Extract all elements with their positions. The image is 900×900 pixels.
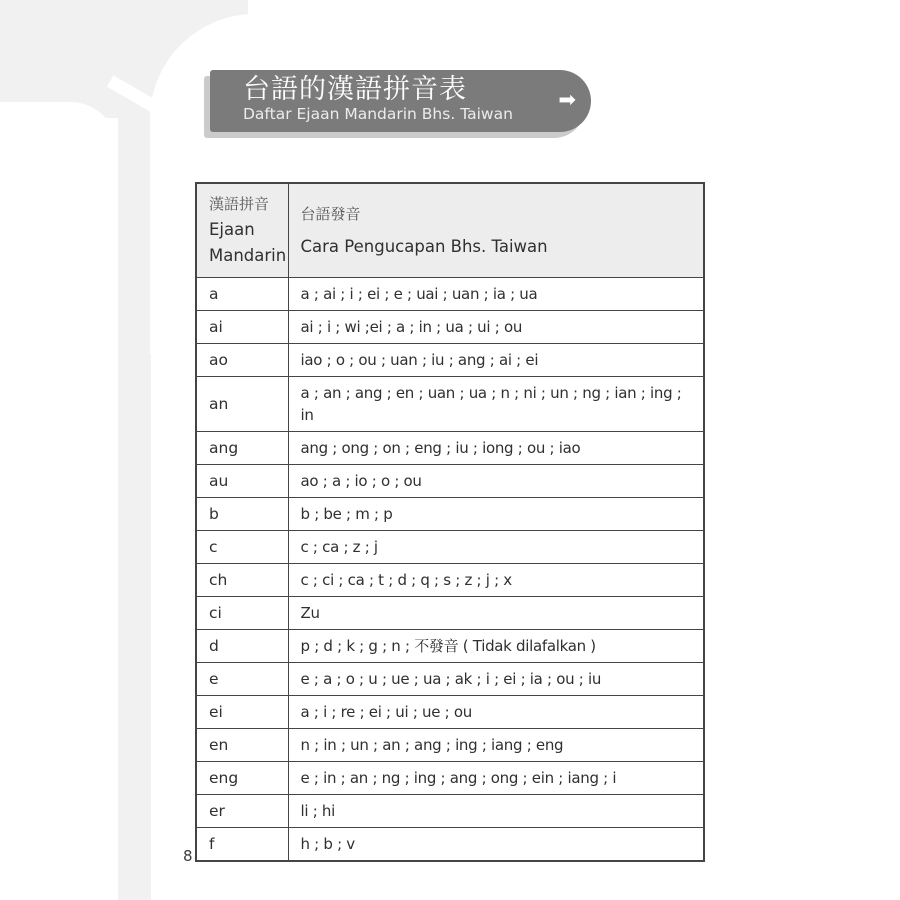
header-cell-taiwan bbox=[288, 183, 704, 278]
header-cell-mandarin bbox=[196, 183, 288, 278]
taiwan-pronunciation-cell: a ; i ; re ; ei ; ui ; ue ; ou bbox=[288, 696, 704, 729]
banner-subtitle: Daftar Ejaan Mandarin Bhs. Taiwan bbox=[243, 105, 513, 123]
table-row bbox=[196, 828, 704, 862]
table-row bbox=[196, 597, 704, 630]
pinyin-cell: en bbox=[196, 729, 288, 762]
taiwan-pronunciation-cell: iao ; o ; ou ; uan ; iu ; ang ; ai ; ei bbox=[288, 344, 704, 377]
pinyin-cell: au bbox=[196, 465, 288, 498]
pinyin-cell: a bbox=[196, 278, 288, 311]
header-mandarin-line3: Mandarin bbox=[209, 246, 287, 265]
table-row bbox=[196, 729, 704, 762]
table-row bbox=[196, 498, 704, 531]
header-taiwan-zh: 台語發音 bbox=[300, 204, 361, 223]
pinyin-cell: b bbox=[196, 498, 288, 531]
table-row bbox=[196, 278, 704, 311]
taiwan-pronunciation-cell: a ; an ; ang ; en ; uan ; ua ; n ; ni ; un ; ng ; ian ; ing ; in bbox=[288, 377, 704, 432]
taiwan-pronunciation-cell: p ; d ; k ; g ; n ; 不發音 ( Tidak dilafalkan ) bbox=[288, 630, 704, 663]
pinyin-cell: ao bbox=[196, 344, 288, 377]
taiwan-pronunciation-cell: n ; in ; un ; an ; ang ; ing ; iang ; eng bbox=[288, 729, 704, 762]
left-accent-strip bbox=[118, 0, 151, 900]
table-row bbox=[196, 630, 704, 663]
taiwan-pronunciation-cell: Zu bbox=[288, 597, 704, 630]
pinyin-cell: er bbox=[196, 795, 288, 828]
taiwan-pronunciation-cell: h ; b ; v bbox=[288, 828, 704, 862]
pinyin-table bbox=[195, 182, 705, 862]
taiwan-pronunciation-cell: e ; in ; an ; ng ; ing ; ang ; ong ; ein ; iang ; i bbox=[288, 762, 704, 795]
taiwan-pronunciation-cell: ang ; ong ; on ; eng ; iu ; iong ; ou ; iao bbox=[288, 432, 704, 465]
table-row bbox=[196, 465, 704, 498]
pinyin-cell: ei bbox=[196, 696, 288, 729]
taiwan-pronunciation-cell: b ; be ; m ; p bbox=[288, 498, 704, 531]
pinyin-cell: ch bbox=[196, 564, 288, 597]
header-mandarin-zh: 漢語拼音 bbox=[209, 195, 270, 213]
taiwan-pronunciation-cell: c ; ci ; ca ; t ; d ; q ; s ; z ; j ; x bbox=[288, 564, 704, 597]
banner-title: 台語的漢語拼音表 bbox=[243, 74, 467, 105]
taiwan-pronunciation-cell: a ; ai ; i ; ei ; e ; uai ; uan ; ia ; ua bbox=[288, 278, 704, 311]
pinyin-cell: ai bbox=[196, 311, 288, 344]
taiwan-pronunciation-cell: ao ; a ; io ; o ; ou bbox=[288, 465, 704, 498]
table-row bbox=[196, 795, 704, 828]
table-row bbox=[196, 344, 704, 377]
table-row bbox=[196, 696, 704, 729]
header-mandarin-line2: Ejaan bbox=[209, 220, 255, 239]
taiwan-pronunciation-cell: li ; hi bbox=[288, 795, 704, 828]
pinyin-cell: an bbox=[196, 377, 288, 432]
pinyin-cell: f bbox=[196, 828, 288, 862]
pinyin-cell: ci bbox=[196, 597, 288, 630]
pinyin-cell: eng bbox=[196, 762, 288, 795]
taiwan-pronunciation-cell: ai ; i ; wi ;ei ; a ; in ; ua ; ui ; ou bbox=[288, 311, 704, 344]
taiwan-pronunciation-cell: e ; a ; o ; u ; ue ; ua ; ak ; i ; ei ; ia ; ou ; iu bbox=[288, 663, 704, 696]
taiwan-pronunciation-cell: c ; ca ; z ; j bbox=[288, 531, 704, 564]
pinyin-cell: d bbox=[196, 630, 288, 663]
pinyin-cell: e bbox=[196, 663, 288, 696]
left-rounded-card bbox=[0, 102, 118, 900]
table-row bbox=[196, 564, 704, 597]
table-row bbox=[196, 377, 704, 432]
header-taiwan-latin: Cara Pengucapan Bhs. Taiwan bbox=[300, 236, 548, 256]
section-banner bbox=[210, 70, 591, 132]
table-row bbox=[196, 311, 704, 344]
pinyin-cell: c bbox=[196, 531, 288, 564]
page-number: 8 bbox=[183, 847, 193, 865]
table-row bbox=[196, 432, 704, 465]
table-row bbox=[196, 531, 704, 564]
table-header-row bbox=[196, 183, 704, 278]
table-row bbox=[196, 663, 704, 696]
arrow-right-icon: ➡ bbox=[558, 87, 576, 112]
pinyin-cell: ang bbox=[196, 432, 288, 465]
table-row bbox=[196, 762, 704, 795]
